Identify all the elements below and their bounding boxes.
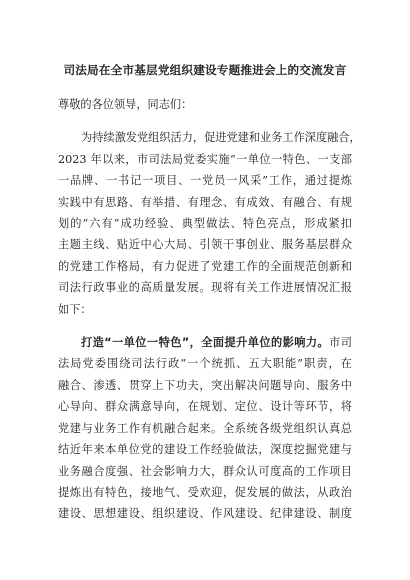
paragraph-feature [58, 332, 352, 525]
text-line: 2023 年以来，市司法局党委实施“一单位一特色、一支部 [58, 152, 352, 166]
text-line: 业务融合度强、社会影响力大，群众认可度高的工作项目 [58, 464, 352, 478]
section-heading: 打造“一单位一特色”，全面提升单位的影响力。 [81, 336, 330, 350]
text-line: 的党建工作格局，有力促进了党建工作的全面规范创新和 [58, 259, 352, 273]
text-line: 建设、思想建设、组织建设、作风建设、纪律建设、制度 [58, 507, 352, 521]
text-line: 法局党委围绕司法行政“一个统抓、五大职能”职责，在 [58, 357, 352, 371]
text-line: 司法行政事业的高质量发展。现将有关工作进展情况汇报 [58, 281, 352, 295]
text-line: 如下： [58, 302, 92, 316]
text-line: 一品牌、一书记一项目、一党员一风采”工作，通过提炼 [58, 174, 352, 188]
text-line: 党建与业务工作有机融合起来。全系统各级党组织认真总 [58, 421, 352, 435]
text-line: 主题主线、贴近中心大局、引领干事创业、服务基层群众 [58, 238, 352, 252]
salutation: 尊敬的各位领导，同志们： [58, 98, 193, 111]
paragraph-intro [58, 127, 361, 320]
lead-continuation: 市司 [329, 336, 352, 350]
text-line: 提炼出有特色，接地气、受欢迎，促发展的做法，从政治 [58, 485, 352, 499]
paragraph-gap [58, 320, 352, 332]
text-line: 融合、渗透、贯穿上下功夫，突出解决问题导向、服务中 [58, 378, 352, 392]
text-line-lead [58, 332, 352, 353]
document-title: 司法局在全市基层党组织建设专题推进会上的交流发言 [63, 63, 347, 77]
text-line: 为持续激发党组织活力，促进党建和业务工作深度融合， [81, 131, 361, 145]
text-line: 实践中有思路、有举措、有理念、有成效、有融合、有规 [58, 195, 352, 209]
text-line: 划的“六有”成功经验、典型做法、特色亮点，形成紧扣 [58, 217, 352, 231]
text-line: 心导向、群众满意导向，在规划、定位、设计等环节，将 [58, 400, 352, 414]
text-line: 结近年来本单位党的建设工作经验做法，深度挖掘党建与 [58, 443, 352, 457]
